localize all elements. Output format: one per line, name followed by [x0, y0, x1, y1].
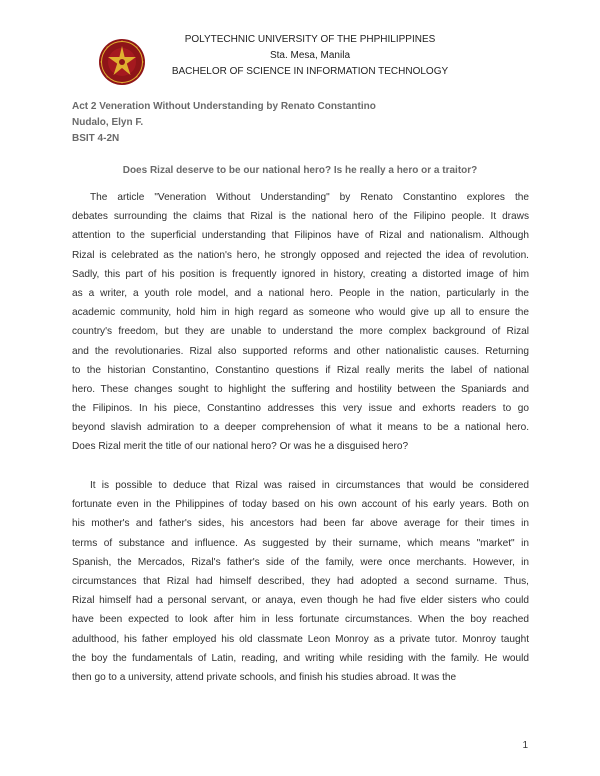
paragraph-line: academic community, hold him in high regard as someone who would give up all to ensure the: [72, 307, 529, 319]
paragraph-line: fortunate even in the Philippines of today based on his own account of his early years. Both on: [72, 499, 529, 511]
paragraph-line: Does Rizal merit the title of our national hero? Or was he a disguised hero?: [72, 441, 409, 453]
paragraph-line: as a writer, a youth role model, and a national hero. People in the nation, particularly in the: [72, 287, 529, 299]
student-section: BSIT 4-2N: [72, 133, 120, 144]
paragraph-line: attention to the superficial understanding that Filipinos have of Rizal and nationalism. Although: [72, 230, 529, 242]
paragraph-2: [72, 476, 529, 687]
paragraph-line: circumstances that Rizal had himself described, they had adopted a second surname. Thus,: [72, 575, 529, 587]
university-seal-logo: [98, 38, 146, 86]
paragraph-line: debates surrounding the claims that Rizal is the national hero of the Filipino people. It draws: [72, 211, 529, 223]
paragraph-line: The article "Veneration Without Understanding" by Renato Constantino explores the: [90, 192, 529, 203]
paragraph-line: the boy the fundamentals of Latin, reading, and writing while residing with the family. He would: [72, 652, 529, 664]
paragraph-line: Sadly, this part of his position is frequently ignored in history, creating a distorted image of him: [72, 268, 529, 280]
paragraph-line: Spanish, the Mercados, Rizal's father's side of the family, were once merchants. However, in: [72, 556, 529, 568]
paragraph-1: [72, 188, 529, 457]
student-name: Nudalo, Elyn F.: [72, 117, 144, 128]
university-name: POLYTECHNIC UNIVERSITY OF THE PHPHILIPPINES: [184, 34, 436, 45]
paragraph-line: Rizal himself had a personal servant, or anaya, even though he had five elder sisters who could: [72, 595, 529, 607]
paragraph-line: the Filipinos. In his piece, Constantino addresses this very issue and exhorts readers to go: [72, 403, 529, 415]
paragraph-line: Rizal is celebrated as the nation's hero, he strongly opposed and rejected the idea of revolution.: [72, 249, 529, 261]
document-meta: [72, 99, 376, 147]
paragraph-line: to the historian Constantino, Constantino questions if Rizal really merits the label of national: [72, 364, 529, 376]
document-header: [150, 32, 470, 80]
paragraph-line: country's freedom, but they are unable to understand the more complex background of Rizal: [72, 326, 529, 338]
paragraph-line: then go to a university, attend private schools, and finish his studies abroad. It was the: [72, 671, 457, 683]
paragraph-line: his mother's and father's sides, his ancestors had been far above average for their times in: [72, 518, 529, 530]
paragraph-line: adulthood, his father employed his old classmate Leon Monroy as a private tutor. Monroy taught: [72, 633, 529, 645]
activity-title: Act 2 Veneration Without Understanding by Renato Constantino: [72, 101, 376, 112]
program-name: BACHELOR OF SCIENCE IN INFORMATION TECHNOLOGY: [171, 66, 449, 77]
page-number: 1: [522, 740, 528, 751]
paragraph-line: and the revolutionaries. Rizal also supported reforms and other nationalistic causes. Returning: [72, 345, 529, 357]
paragraph-line: hero. These changes sought to highlight the suffering and hostility between the Spaniards and: [72, 383, 529, 395]
paragraph-line: have been expected to look after him in less fortunate circumstances. When the boy reached: [72, 614, 529, 626]
paragraph-line: It is possible to deduce that Rizal was raised in circumstances that would be considered: [90, 480, 529, 491]
university-location: Sta. Mesa, Manila: [269, 50, 351, 61]
paragraph-line: terms of substance and influence. As suggested by their surname, which means "market" in: [72, 537, 529, 549]
paragraph-line: beyond slavish admiration to a deeper comprehension of what it means to be a national hero.: [72, 422, 529, 434]
essay-question: Does Rizal deserve to be our national hero? Is he really a hero or a traitor?: [122, 165, 478, 176]
